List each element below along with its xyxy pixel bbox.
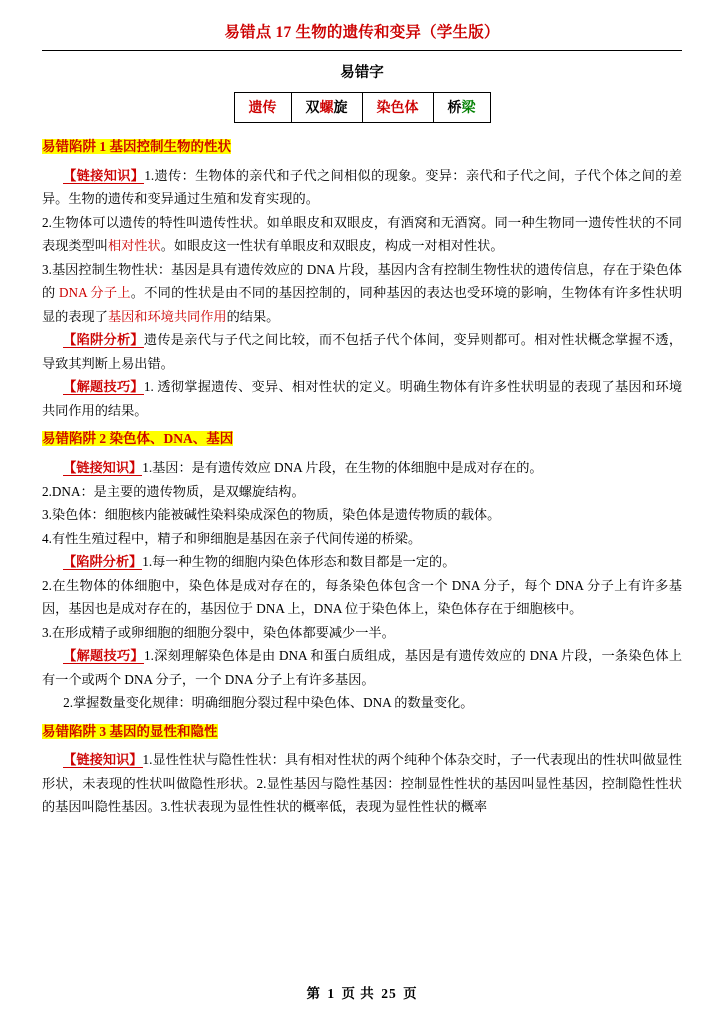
char-cell-shuangluoxuan: 双螺旋	[291, 93, 362, 123]
trap-1-paragraph-4-text: 遗传是亲代与子代之间比较，而不包括子代个体间，变异则都可。相对性状概念掌握不透，导致其判断上易出错。	[42, 332, 683, 371]
trap-heading-2-line	[42, 425, 682, 454]
trap-heading-1: 易错陷阱 1 基因控制生物的性状	[42, 139, 231, 154]
trap-2-paragraph-8-text: 1.深刻理解染色体是由 DNA 和蛋白质组成，基因是有遗传效应的 DNA 片段，一条染色体上有一个或两个 DNA 分子，一个 DNA 分子上有许多基因。	[42, 648, 683, 687]
footer-prefix: 第	[306, 986, 321, 1001]
trap-heading-3-line	[42, 718, 682, 747]
trap-2-paragraph-1	[42, 456, 682, 480]
trap-2-paragraph-8	[42, 644, 682, 691]
trap-2-paragraph-5-text: 1.每一种生物的细胞内染色体形态和数目都是一定的。	[142, 554, 456, 570]
trap-2-paragraph-9: 2.掌握数量变化规律：明确细胞分裂过程中染色体、DNA 的数量变化。	[63, 695, 474, 711]
trap-2-paragraph-4: 4.有性生殖过程中，精子和卵细胞是基因在亲子代间传递的桥梁。	[42, 530, 422, 546]
table-row	[234, 93, 490, 123]
trap-heading-2: 易错陷阱 2 染色体、DNA、基因	[42, 431, 234, 447]
trap-1-paragraph-5	[42, 375, 682, 422]
trap-heading-1-line	[42, 133, 682, 162]
trap-2-paragraph-1-text: 1.基因：是有遗传效应 DNA 片段，在生物的体细胞中是成对存在的。	[142, 460, 543, 476]
footer-middle: 页 共	[341, 986, 375, 1001]
solving-tips-tag-2: 【解题技巧】	[63, 648, 144, 664]
highlight-dna-molecule: DNA 分子上	[59, 285, 131, 301]
trap-2-paragraph-2: 2.DNA：是主要的遗传物质，是双螺旋结构。	[42, 483, 305, 499]
char-cell-qiaoliang: 桥梁	[433, 93, 490, 123]
page-title: 易错点 17 生物的遗传和变异（学生版）	[224, 24, 500, 41]
trap-analysis-tag-2: 【陷阱分析】	[63, 554, 143, 570]
trap-2-paragraph-6: 2.在生物体的体细胞中，染色体是成对存在的，每条染色体包含一个 DNA 分子，每个 DNA 分子上有许多基因，基因也是成对存在的，基因位于 DNA 上，DNA 位于染色体上，染色体存在于细胞核中。	[42, 577, 682, 617]
char-table-wrapper	[42, 92, 682, 123]
trap-2-paragraph-7: 3.在形成精子或卵细胞的细胞分裂中，染色体都要减少一半。	[42, 624, 395, 640]
link-knowledge-tag: 【链接知识】	[63, 167, 145, 183]
section-title: 易错字	[340, 65, 384, 81]
trap-3-paragraph-1	[42, 748, 682, 819]
page-footer	[0, 982, 724, 1002]
trap-1-paragraph-1-text: 1.遗传：生物体的亲代和子代之间相似的现象。变异：亲代和子代之间，子代个体之间的差异。生物的遗传和变异通过生殖和发育实现的。	[42, 167, 682, 207]
trap-1-paragraph-5-text: 1. 透彻掌握遗传、变异、相对性状的定义。明确生物体有许多性状明显的表现了基因和环境共同作用的结果。	[42, 379, 683, 418]
trap-1-paragraph-3: 3.基因控制生物性状：基因是具有遗传效应的 DNA 片段，基因内含有控制生物性状的遗传信息，存在于染色体的 DNA 分子上。不同的性状是由不同的基因控制的，同种基因的表达也受环境的影响，生物体有许多性状明显的表现了基因和环境共同作用的结果。	[42, 261, 683, 324]
footer-suffix: 页	[403, 986, 418, 1001]
highlight-gene-environment: 基因和环境共同作用	[107, 308, 227, 324]
trap-3-paragraph-1-text: 1.显性性状与隐性性状：具有相对性状的两个纯种个体杂交时，子一代表现出的性状叫做显性形状，未表现的性状叫做隐性形状。2.显性基因与隐性基因：控制显性性状的基因叫显性基因，控制隐性性状的基因叫隐性基因。3.性状表现为显性性状的概率低，表现为显性性状的概率	[42, 752, 682, 815]
highlight-relative-trait: 相对性状	[107, 238, 161, 254]
solving-tips-tag: 【解题技巧】	[63, 379, 144, 395]
easily-mistaken-characters-table	[234, 92, 491, 123]
trap-heading-3: 易错陷阱 3 基因的显性和隐性	[42, 723, 218, 739]
footer-page-number: 1	[327, 986, 336, 1001]
trap-1-paragraph-4	[42, 328, 682, 375]
link-knowledge-tag-3: 【链接知识】	[63, 752, 143, 768]
link-knowledge-tag-2: 【链接知识】	[63, 460, 143, 476]
footer-total-pages: 25	[381, 986, 397, 1001]
trap-1-paragraph-2: 2.生物体可以遗传的特性叫遗传性状。如单眼皮和双眼皮，有酒窝和无酒窝。同一种生物同一遗传性状的不同表现类型叫相对性状。如眼皮这一性状有单眼皮和双眼皮，构成一对相对性状。	[42, 214, 682, 254]
title-divider	[42, 50, 682, 51]
trap-2-paragraph-3: 3.染色体：细胞核内能被碱性染料染成深色的物质，染色体是遗传物质的载体。	[42, 507, 501, 523]
trap-analysis-tag: 【陷阱分析】	[63, 332, 144, 348]
char-cell-ransetii: 染色体	[362, 93, 433, 123]
char-cell-yichuan: 遗传	[234, 93, 291, 123]
trap-2-paragraph-5	[42, 550, 682, 574]
trap-1-paragraph-1	[42, 164, 682, 211]
